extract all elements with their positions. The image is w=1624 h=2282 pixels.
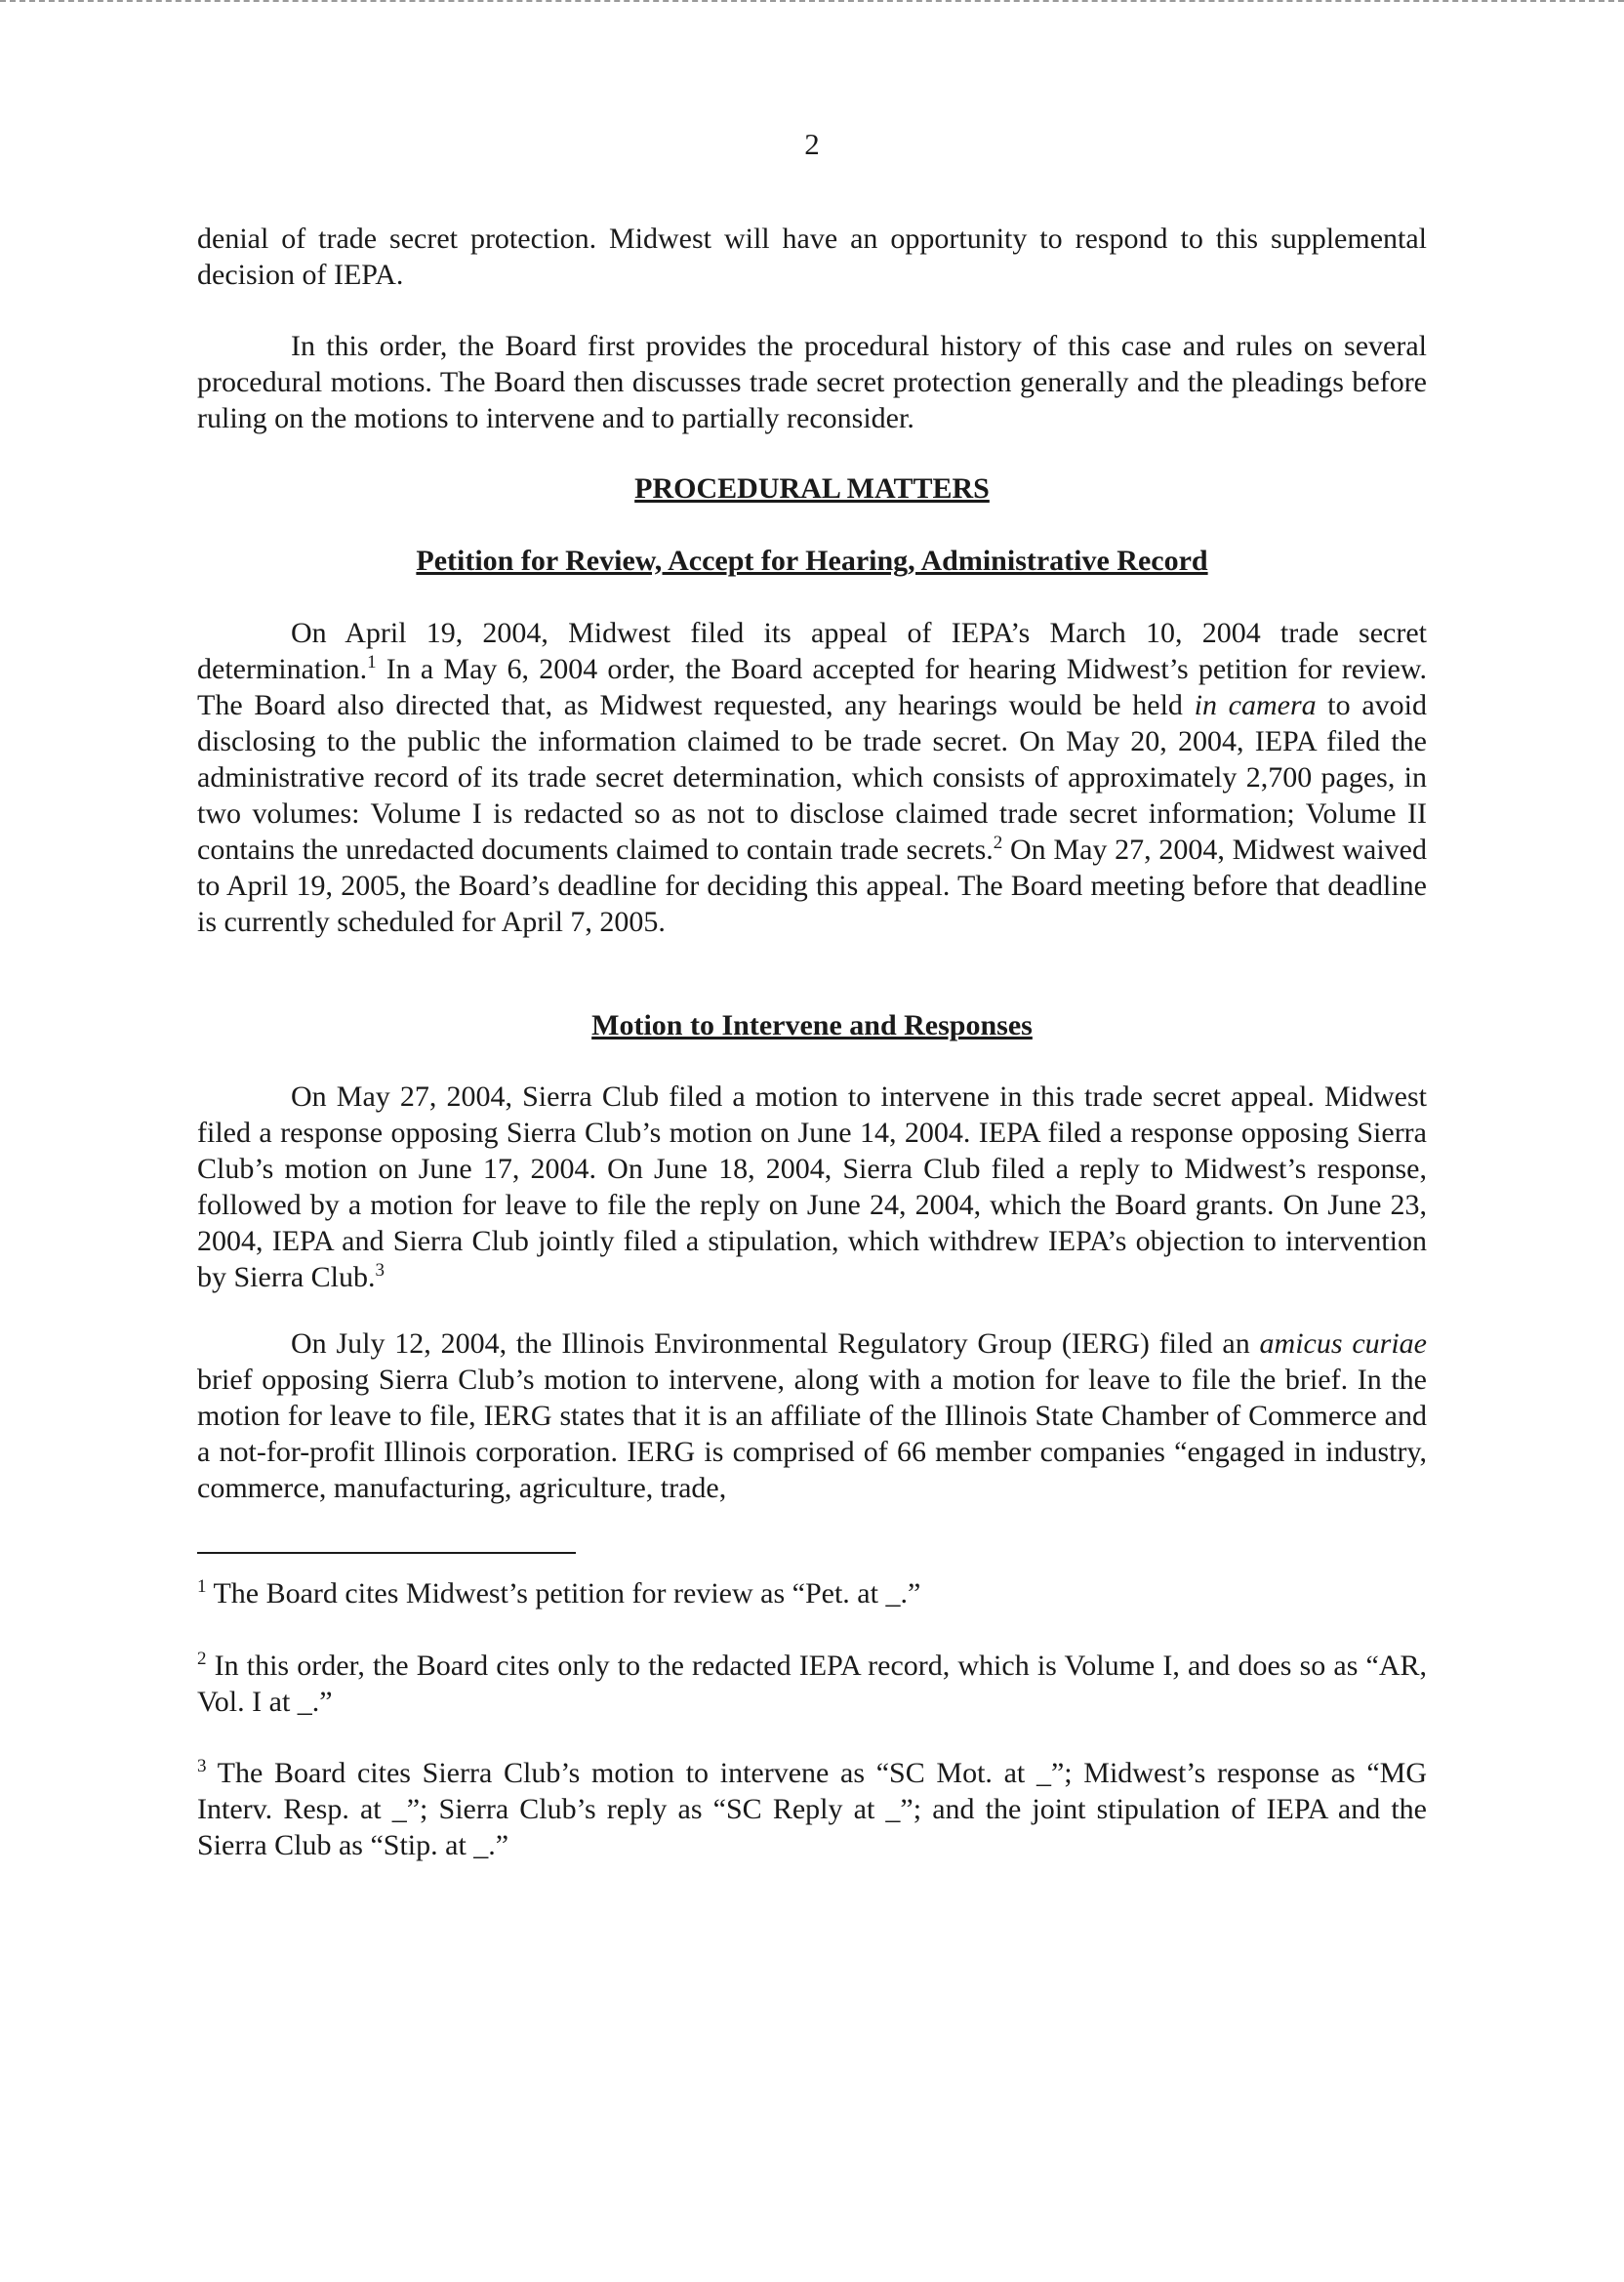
text-run: In a May 6, 2004 order, the Board accepted for hearing Midwest’s petition for review. The Board also directed that, as Midwest requested, any hearings would be held (197, 653, 1427, 721)
paragraph-text (197, 1079, 1427, 1295)
text-run: In this order, the Board cites only to the redacted IEPA record, which is Volume I, and does so as “AR, Vol. I at _.” (197, 1650, 1427, 1718)
footnote-mark: 1 (197, 1576, 207, 1597)
footnote-ref-3: 3 (375, 1260, 385, 1281)
paragraph-petition (197, 615, 1427, 940)
footnote-ref-2: 2 (993, 833, 1003, 853)
footnote-2 (197, 1648, 1427, 1720)
subheading-petition-for-review (197, 543, 1427, 579)
footnote-text (197, 1575, 1427, 1611)
footnote-text (197, 1648, 1427, 1720)
text-run: The Board cites Sierra Club’s motion to intervene as “SC Mot. at _”; Midwest’s response as “MG Interv. Resp. at _”; Sierra Club’s reply as “SC Reply at _”; and the joint stipulation of IEPA and the Sierra Club as “Stip. at _.” (197, 1757, 1427, 1861)
text-run: to avoid disclosing to the public the information claimed to be trade secret. On May 20, 2004, IEPA filed the administrative record of its trade secret determination, which consists of approximately 2,700 pages, in two volumes: Volume I is redacted so as not to disclose claimed trade secret information; Volume II contains the unredacted documents claimed to contain trade secrets. (197, 689, 1427, 866)
footnote-3 (197, 1755, 1427, 1863)
footnote-mark: 3 (197, 1756, 207, 1776)
footnote-ref-1: 1 (367, 652, 377, 672)
footnote-mark: 2 (197, 1649, 207, 1669)
scan-top-edge (0, 0, 1624, 5)
page-number: 2 (804, 127, 820, 161)
paragraph-ierg (197, 1325, 1427, 1506)
paragraph-overview (197, 328, 1427, 436)
text-run: On May 27, 2004, Sierra Club filed a motion to intervene in this trade secret appeal. Midwest filed a response opposing Sierra Club’s motion on June 14, 2004. IEPA filed a response opposing Sierra Club’s motion on June 17, 2004. On June 18, 2004, Sierra Club filed a reply to Midwest’s response, followed by a motion for leave to file the reply on June 24, 2004, which the Board grants. On June 23, 2004, IEPA and Sierra Club jointly filed a stipulation, which withdrew IEPA’s objection to intervention by Sierra Club. (197, 1080, 1427, 1293)
text-run: On July 12, 2004, the Illinois Environmental Regulatory Group (IERG) filed an (291, 1327, 1260, 1360)
text-run: brief opposing Sierra Club’s motion to intervene, along with a motion for leave to file the brief. In the motion for leave to file, IERG states that it is an affiliate of the Illinois State Chamber of Commerce and a not-for-profit Illinois corporation. IERG is comprised of 66 member companies “engaged in industry, commerce, manufacturing, agriculture, trade, (197, 1364, 1427, 1504)
footnote-divider (197, 1552, 576, 1554)
paragraph-text: In this order, the Board first provides the procedural history of this case and rules on several procedural motions. The Board then discusses trade secret protection generally and the pleadings before ruling on the motions to intervene and to partially reconsider. (197, 330, 1427, 434)
paragraph-text (197, 615, 1427, 940)
footnote-text (197, 1755, 1427, 1863)
heading-text: Petition for Review, Accept for Hearing, Administrative Record (416, 545, 1208, 577)
paragraph-continuation (197, 221, 1427, 293)
heading-text: PROCEDURAL MATTERS (634, 472, 990, 505)
section-heading-procedural-matters (197, 470, 1427, 507)
italic-text: in camera (1194, 689, 1317, 721)
paragraph-text: denial of trade secret protection. Midwest will have an opportunity to respond to this supplemental decision of IEPA. (197, 223, 1427, 291)
footnote-1 (197, 1575, 1427, 1611)
italic-text: amicus curiae (1259, 1327, 1427, 1360)
paragraph-text (197, 1325, 1427, 1506)
subheading-motion-to-intervene (197, 1007, 1427, 1043)
text-run: The Board cites Midwest’s petition for review as “Pet. at _.” (206, 1577, 921, 1610)
text-run: On April 19, 2004, Midwest filed its appeal of IEPA’s March 10, 2004 trade secret determination. (197, 617, 1427, 685)
paragraph-intervene (197, 1079, 1427, 1295)
text-run: On May 27, 2004, Midwest waived to April 19, 2005, the Board’s deadline for deciding this appeal. The Board meeting before that deadline is currently scheduled for April 7, 2005. (197, 834, 1427, 938)
heading-text: Motion to Intervene and Responses (591, 1009, 1033, 1041)
